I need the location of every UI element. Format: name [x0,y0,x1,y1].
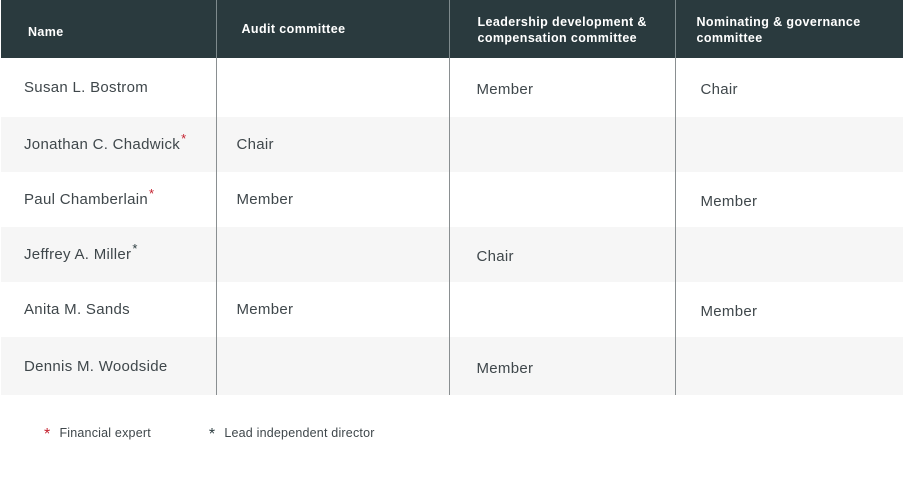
header-nominating-committee [675,0,903,58]
legend-financial-expert [44,424,151,442]
table-row [1,117,903,172]
lead-director-mark: * [132,241,138,256]
director-name: Susan L. Bostrom [24,79,149,96]
leadership-cell [449,172,675,227]
header-leadership-line2: compensation committee [477,31,638,45]
audit-cell [216,337,449,395]
director-name: Anita M. Sands [24,301,130,318]
audit-cell [216,227,449,282]
audit-cell: Member [216,172,449,227]
header-name: Name [1,0,216,58]
director-name: Paul Chamberlain [24,191,149,208]
table-row [1,172,903,227]
director-name-cell [1,172,216,227]
table-header [1,0,903,58]
nominating-cell: Chair [675,58,903,117]
nominating-cell [675,227,903,282]
leadership-cell: Member [449,58,675,117]
director-name-cell [1,282,216,337]
committee-table [1,0,903,395]
financial-expert-asterisk-icon: * [44,426,51,443]
table-row [1,337,903,395]
leadership-cell: Member [449,337,675,395]
audit-cell: Chair [216,117,449,172]
leadership-cell [449,282,675,337]
header-leadership-committee [449,0,675,58]
director-name-cell [1,117,216,172]
director-name: Jeffrey A. Miller [24,246,132,263]
table-row [1,58,903,117]
legend-lead-director [209,424,375,442]
director-name: Dennis M. Woodside [24,357,168,375]
nominating-cell: Member [675,172,903,227]
header-audit-committee: Audit committee [216,0,449,58]
table-row [1,227,903,282]
leadership-cell [449,117,675,172]
lead-director-asterisk-icon: * [208,426,216,443]
header-row [1,0,903,58]
nominating-cell: Member [675,282,903,337]
header-nominating-line2: committee [696,31,763,45]
director-name: Jonathan C. Chadwick [24,136,181,153]
audit-cell: Member [216,282,449,337]
director-name-cell [1,58,216,117]
legend [44,424,375,442]
director-name-cell [1,227,216,282]
table-row [1,282,903,337]
audit-cell [216,58,449,117]
financial-expert-mark: * [181,131,187,146]
header-nominating-line1: Nominating & governance [696,15,861,29]
header-leadership-line1: Leadership development & [477,15,647,29]
financial-expert-mark: * [149,186,155,201]
table-body [1,58,903,395]
nominating-cell [675,337,903,395]
leadership-cell: Chair [449,227,675,282]
legend-financial-expert-label: Financial expert [59,426,151,440]
legend-lead-director-label: Lead independent director [224,426,375,440]
director-name-cell [1,337,216,395]
nominating-cell [675,117,903,172]
